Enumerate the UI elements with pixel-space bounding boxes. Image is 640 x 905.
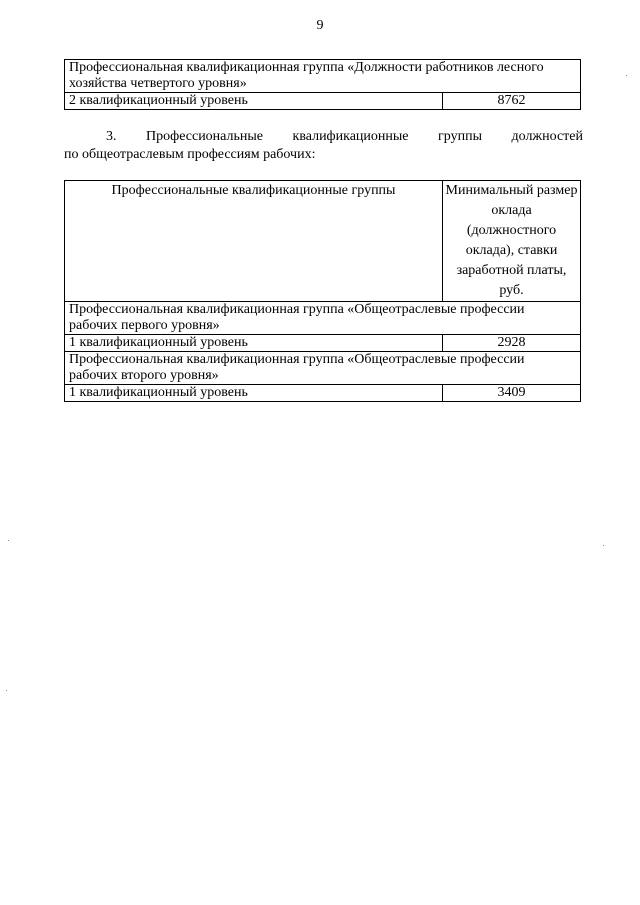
scan-artifact <box>6 690 7 691</box>
scan-artifact <box>626 75 627 76</box>
section-heading-line2: по общеотраслевым профессиям рабочих: <box>64 147 316 162</box>
group-title-cell: Профессиональная квалификационная группа «Общеотраслевые профессии рабочих второго уровня» <box>65 352 581 385</box>
page-number: 9 <box>316 18 324 33</box>
scan-artifact <box>603 545 604 546</box>
scan-artifact <box>8 540 9 541</box>
level-cell: 1 квалификационный уровень <box>65 385 443 402</box>
table-header-row <box>65 181 581 302</box>
section-heading-line <box>64 128 583 146</box>
salary-value-cell: 3409 <box>443 385 581 402</box>
section-word: Профессиональные <box>146 129 263 144</box>
table-row <box>65 93 581 110</box>
salary-value-cell: 8762 <box>443 93 581 110</box>
level-cell: 2 квалификационный уровень <box>65 93 443 110</box>
group-title-cell: Профессиональная квалификационная группа «Общеотраслевые профессии рабочих первого уровня» <box>65 302 581 335</box>
salary-value-cell: 2928 <box>443 335 581 352</box>
table-row <box>65 352 581 385</box>
table-row <box>65 60 581 93</box>
section-word: квалификационные <box>292 129 409 144</box>
qualification-table-forestry <box>64 59 581 110</box>
column-header-groups: Профессиональные квалификационные группы <box>65 181 443 302</box>
table-row <box>65 302 581 335</box>
section-word: группы <box>438 129 482 144</box>
table-row <box>65 335 581 352</box>
column-header-salary: Минимальный размер оклада (должностного оклада), ставки заработной платы, руб. <box>443 181 581 302</box>
section-word: должностей <box>511 129 583 144</box>
section-number: 3. <box>106 129 117 144</box>
section-3-heading <box>64 128 583 164</box>
group-title-cell: Профессиональная квалификационная группа «Должности работников лесного хозяйства четвертого уровня» <box>65 60 581 93</box>
qualification-table-workers <box>64 180 581 402</box>
level-cell: 1 квалификационный уровень <box>65 335 443 352</box>
table-row <box>65 385 581 402</box>
